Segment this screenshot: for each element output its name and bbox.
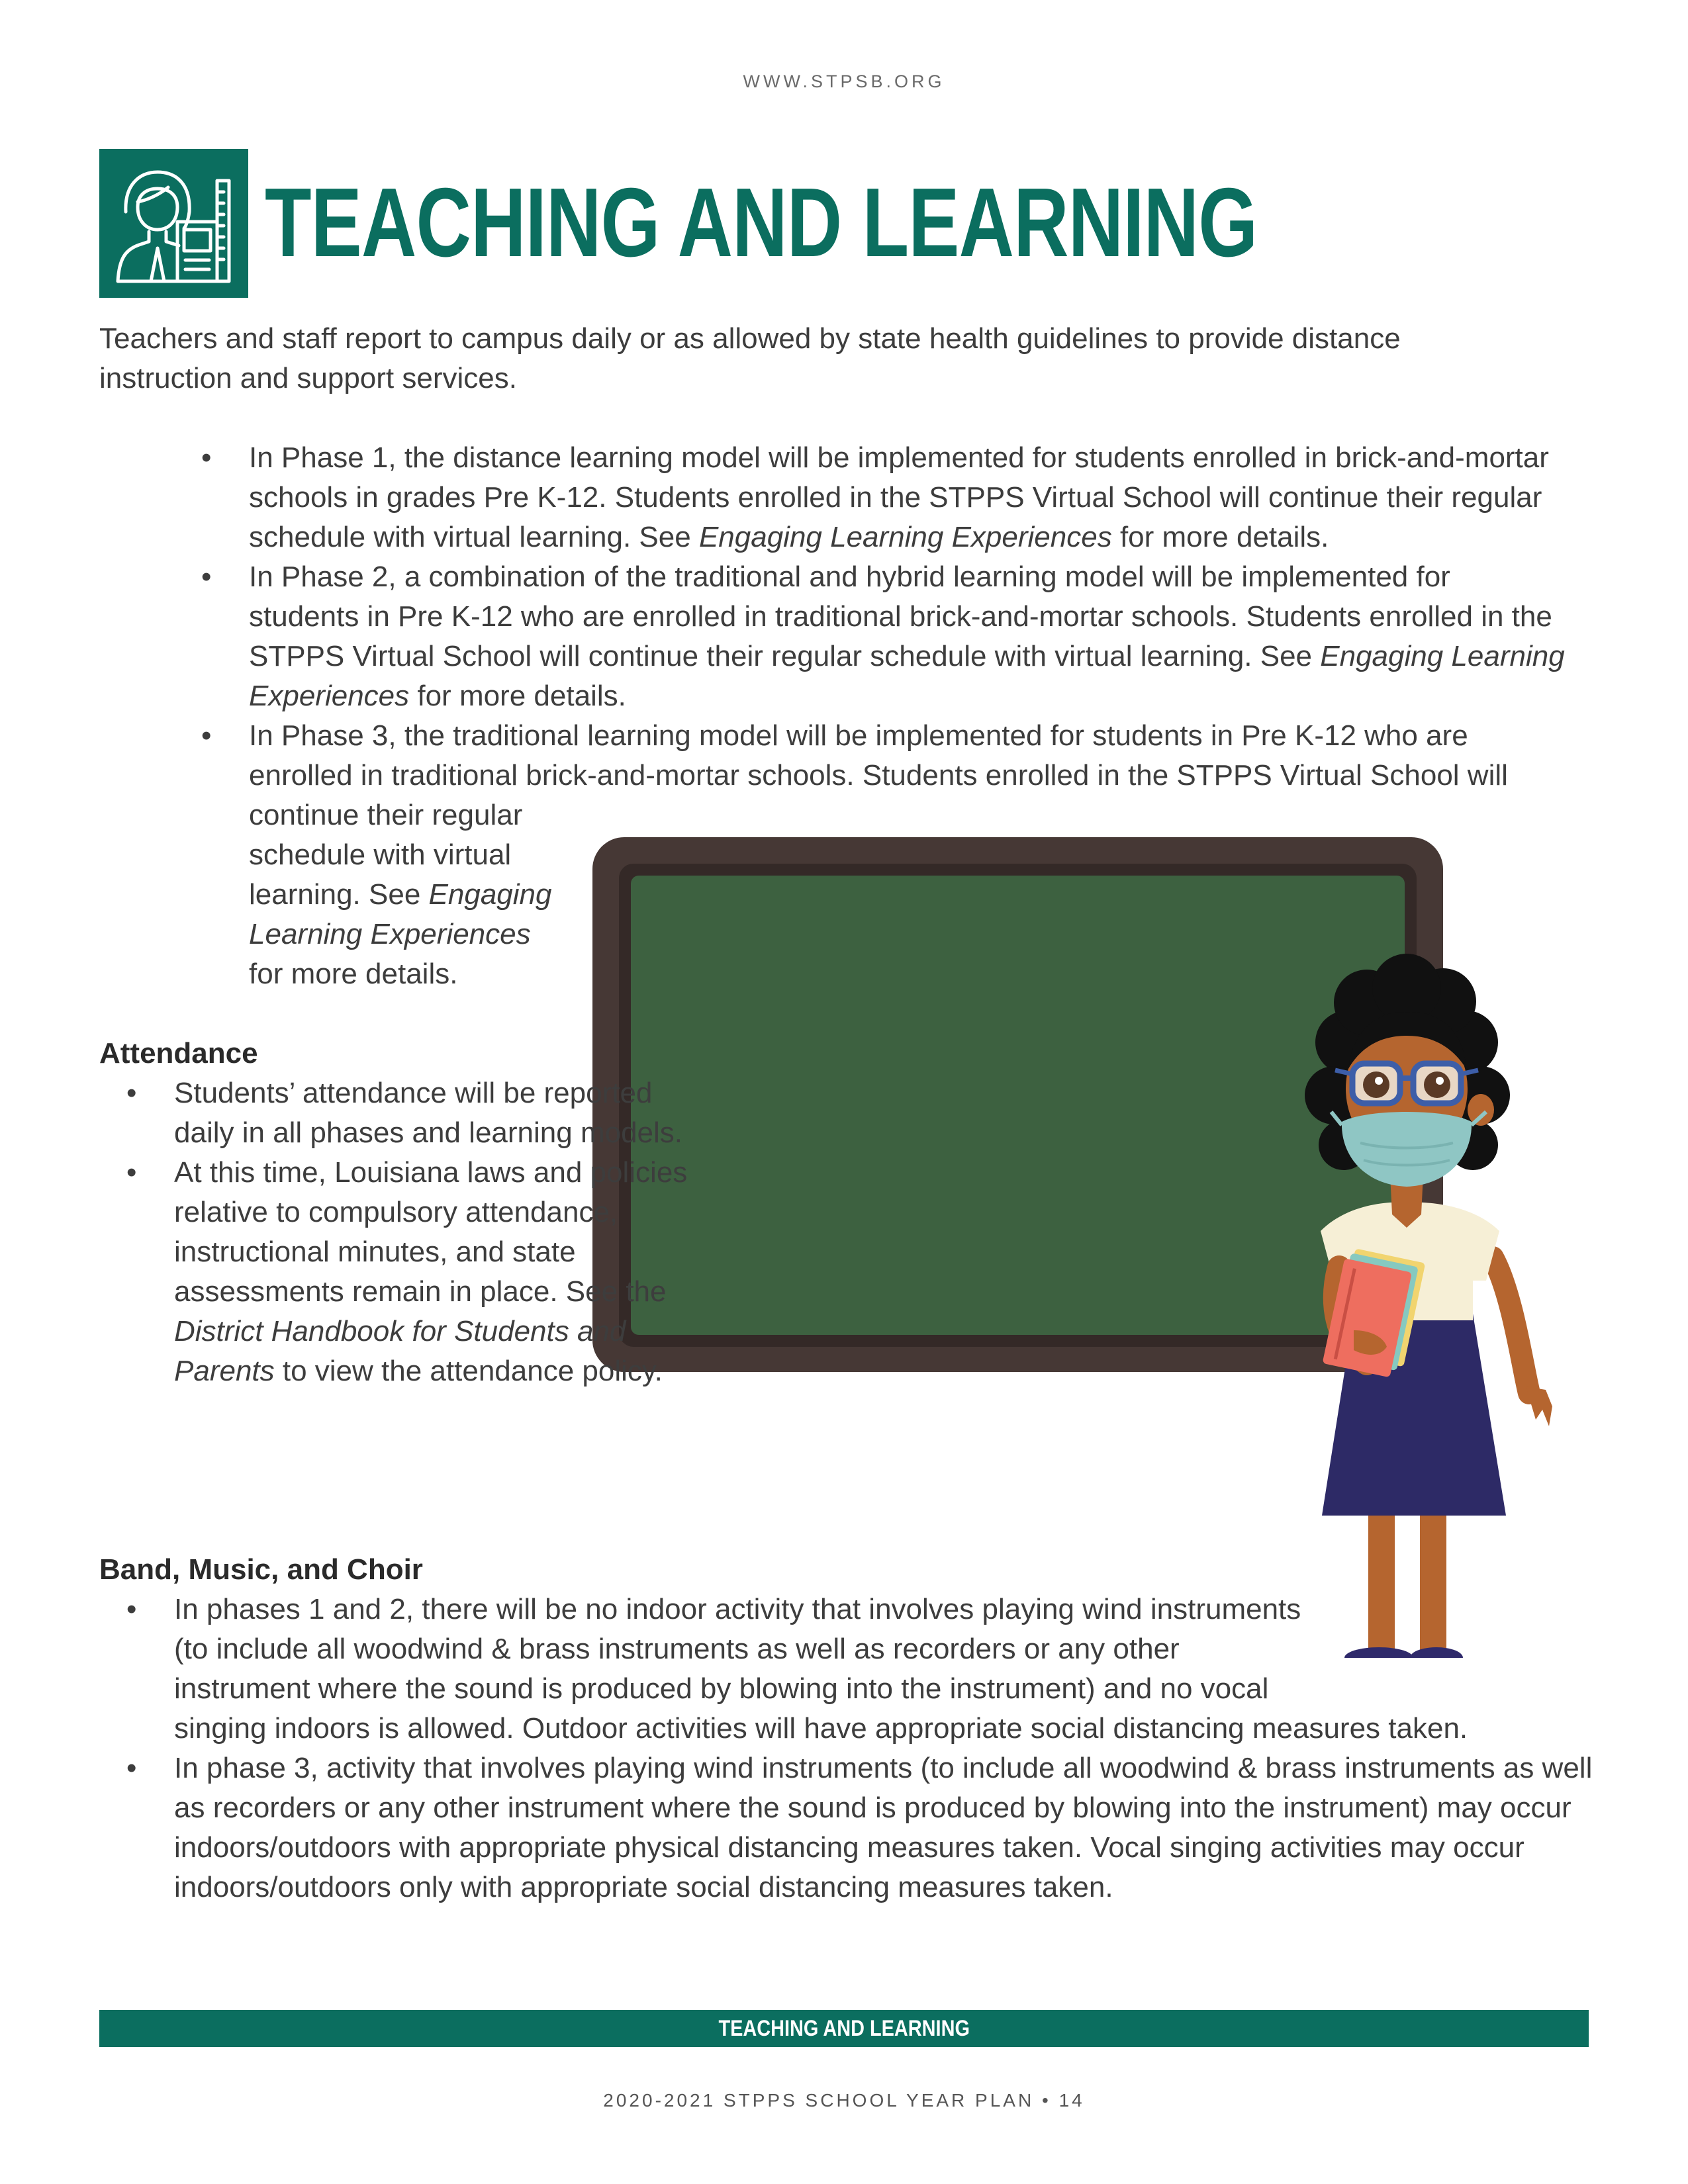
- intro-paragraph: Teachers and staff report to campus daily or as allowed by state health guidelines to provide distance instruction and support services.: [99, 322, 1401, 394]
- section-footer-bar: [99, 2010, 1589, 2047]
- phase-3-continuation: continue their regular schedule with virtual learning. See Engaging Learning Experiences for more details.: [249, 799, 552, 990]
- attendance-list: [174, 1073, 697, 1391]
- site-url: WWW.STPSB.ORG: [743, 71, 945, 91]
- phase-list: [249, 438, 1566, 796]
- attendance-heading: Attendance: [99, 1037, 258, 1069]
- list-item: • In Phase 3, the traditional learning model will be implemented for students in Pre K-12 who are enrolled in traditional brick-and-mortar schools. Students enrolled in the STPPS Virtual School will: [249, 716, 1566, 796]
- teacher-icon: [99, 149, 248, 298]
- list-item: • In Phase 2, a combination of the traditional and hybrid learning model will be implemented for students in Pre K-12 who are enrolled in traditional brick-and-mortar schools. Students enrolled in the STPPS Virtual School will continue their regular schedule with virtual learning. See Engaging Learning Experiences for more details.: [249, 557, 1566, 716]
- band-music-choir-heading: Band, Music, and Choir: [99, 1553, 423, 1586]
- masked-teacher-chalkboard-illustration: [592, 837, 1599, 1661]
- band-list: [174, 1590, 1597, 1907]
- footer-section-label: TEACHING AND LEARNING: [718, 2016, 970, 2041]
- list-item: • In Phase 1, the distance learning model will be implemented for students enrolled in brick-and-mortar schools in grades Pre K-12. Students enrolled in the STPPS Virtual School will continue their regular schedule with virtual learning. See Engaging Learning Experiences for more details.: [249, 438, 1566, 557]
- list-item: • At this time, Louisiana laws and policies relative to compulsory attendance, instructional minutes, and state assessments remain in place. See the District Handbook for Students and Parents to view the attendance policy.: [174, 1153, 697, 1391]
- page-title: TEACHING AND LEARNING: [265, 168, 1258, 277]
- list-item: • In phases 1 and 2, there will be no indoor activity that involves playing wind instruments (to include all woodwind & brass instruments as well as recorders or any other instrument where the sound is produced by blowing into the instrument) and no vocal singing indoors is allowed. Outdoor activities will have appropriate social distancing measures taken.: [174, 1590, 1597, 1749]
- list-item: • Students’ attendance will be reported daily in all phases and learning models.: [174, 1073, 697, 1153]
- list-item: • In phase 3, activity that involves playing wind instruments (to include all woodwind & brass instruments as well as recorders or any other instrument where the sound is produced by blowing into the instrument) may occur indoors/outdoors with appropriate physical distancing measures taken. Vocal singing activities may occur indoors/outdoors only with appropriate social distancing measures taken.: [174, 1749, 1597, 1907]
- page-footer: 2020-2021 STPPS SCHOOL YEAR PLAN • 14: [603, 2090, 1085, 2111]
